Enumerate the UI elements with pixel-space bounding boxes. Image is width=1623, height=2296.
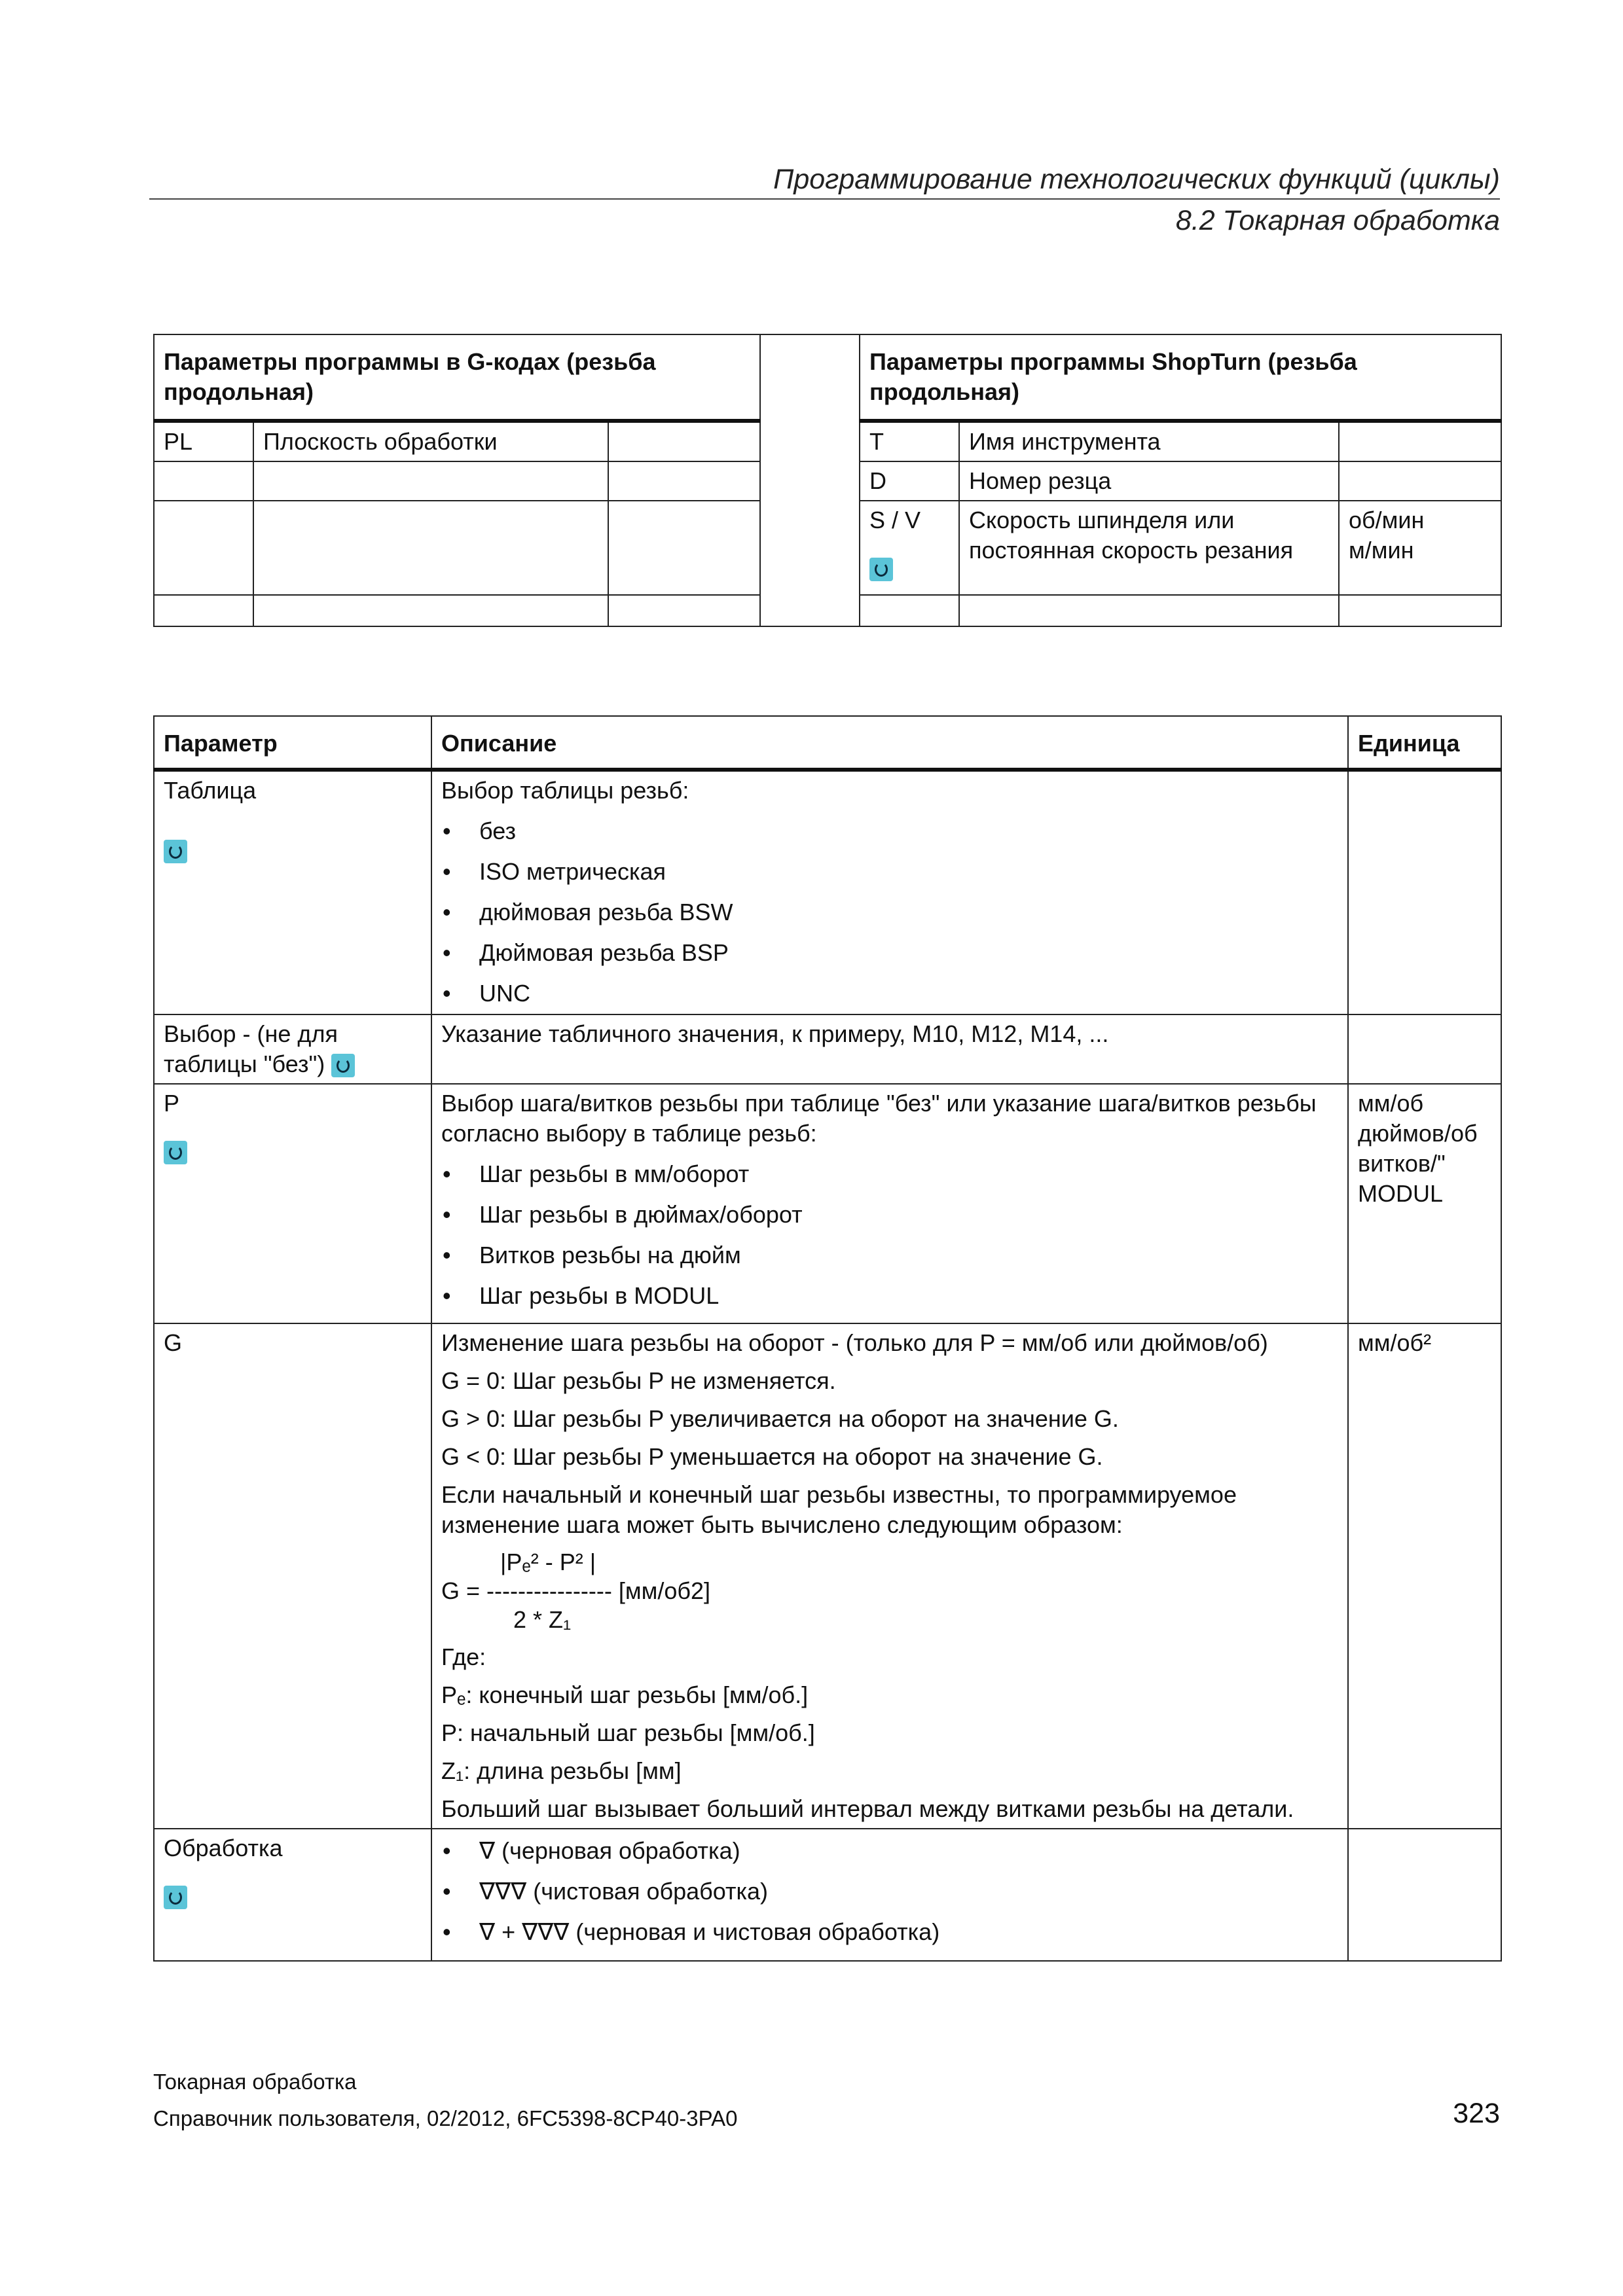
- param-name: Выбор - (не для таблицы "без"): [164, 1020, 338, 1077]
- option-list: [441, 1159, 1338, 1311]
- formula-numerator: |Pₑ² - P² |: [441, 1549, 596, 1575]
- toggle-cycle-icon: [164, 840, 187, 863]
- gcode-param-code: [154, 461, 253, 501]
- table-row: [154, 1323, 1501, 1829]
- list-item: • Шаг резьбы в мм/оборот: [441, 1159, 1338, 1189]
- table-row: [154, 1084, 1501, 1323]
- gcode-param-unit: [608, 595, 760, 626]
- gcode-param-code: [154, 595, 253, 626]
- desc-intro: Выбор таблицы резьб:: [441, 777, 689, 804]
- table-row: [154, 1829, 1501, 1961]
- toggle-cycle-icon: [331, 1054, 355, 1077]
- column-header-param: Параметр: [154, 716, 431, 770]
- gcode-param-code: [154, 501, 253, 595]
- footer-book-title: Токарная обработка: [153, 2070, 357, 2094]
- param-name: P: [164, 1090, 180, 1117]
- unit-cell: [1348, 1829, 1501, 1961]
- running-header-section: 8.2 Токарная обработка: [1175, 205, 1500, 236]
- desc-intro: Выбор шага/витков резьбы при таблице "без" или указание шага/витков резьбы согласно выбору в таблице резьб:: [441, 1090, 1317, 1147]
- list-item: • без: [441, 816, 1338, 846]
- shopturn-param-code: [860, 501, 959, 595]
- formula-denominator: 2 * Z₁: [441, 1606, 572, 1633]
- gcode-param-desc: [253, 595, 608, 626]
- shopturn-param-code: T: [860, 421, 959, 461]
- unit-cell: [1348, 770, 1501, 1014]
- list-item: • ISO метрическая: [441, 857, 1338, 887]
- desc-line: G < 0: Шаг резьбы P уменьшается на оборот на значение G.: [441, 1443, 1103, 1470]
- list-item: • ∇∇∇ (чистовая обработка): [441, 1876, 1338, 1907]
- formula-main: G = ---------------- [мм/об2]: [441, 1577, 711, 1604]
- param-name: Обработка: [164, 1835, 283, 1861]
- param-cell: [154, 1014, 431, 1084]
- desc-line: G > 0: Шаг резьбы P увеличивается на оборот на значение G.: [441, 1405, 1119, 1432]
- gcode-param-unit: [608, 421, 760, 461]
- unit-rpm: об/мин: [1349, 507, 1425, 533]
- list-item: • Витков резьбы на дюйм: [441, 1240, 1338, 1270]
- shopturn-param-unit: [1339, 595, 1501, 626]
- shopturn-param-unit: [1339, 461, 1501, 501]
- footer-edition: Справочник пользователя, 02/2012, 6FC5398-8CP40-3PA0: [153, 2106, 738, 2130]
- shopturn-params-header: Параметры программы ShopTurn (резьба продольная): [860, 334, 1501, 421]
- desc-line: Pₑ: конечный шаг резьбы [мм/об.]: [441, 1681, 809, 1708]
- list-item: • ∇ + ∇∇∇ (черновая и чистовая обработка): [441, 1917, 1338, 1947]
- shopturn-param-code-label: S / V: [869, 507, 921, 533]
- table-row: [154, 770, 1501, 1014]
- column-header-desc: Описание: [431, 716, 1348, 770]
- desc-line: Если начальный и конечный шаг резьбы известны, то программируемое изменение шага может быть вычислено следующим образом:: [441, 1481, 1237, 1538]
- shopturn-param-desc: Скорость шпинделя или постоянная скорость резания: [959, 501, 1339, 595]
- list-item: • дюймовая резьба BSW: [441, 897, 1338, 927]
- table-row: [154, 1014, 1501, 1084]
- shopturn-param-code: D: [860, 461, 959, 501]
- gcode-param-desc: [253, 501, 608, 595]
- desc-line: G = 0: Шаг резьбы P не изменяется.: [441, 1367, 836, 1394]
- desc-cell: [431, 1323, 1348, 1829]
- gcode-param-unit: [608, 461, 760, 501]
- desc-cell: [431, 770, 1348, 1014]
- parameter-description-table: [153, 715, 1502, 1962]
- gcode-param-code: PL: [154, 421, 253, 461]
- shopturn-param-unit: [1339, 501, 1501, 595]
- unit-m-per-min: м/мин: [1349, 537, 1414, 564]
- running-header-title: Программирование технологических функций (циклы): [773, 164, 1500, 195]
- param-cell: G: [154, 1323, 431, 1829]
- list-item: • ∇ (черновая обработка): [441, 1836, 1338, 1866]
- list-item: • Шаг резьбы в дюймах/оборот: [441, 1200, 1338, 1230]
- gcode-param-desc: Плоскость обработки: [253, 421, 608, 461]
- list-item: • Шаг резьбы в MODUL: [441, 1281, 1338, 1311]
- unit-cell: мм/об²: [1348, 1323, 1501, 1829]
- desc-line: Больший шаг вызывает больший интервал между витками резьбы на детали.: [441, 1795, 1294, 1822]
- desc-line: Изменение шага резьбы на оборот - (только для P = мм/об или дюймов/об): [441, 1329, 1268, 1356]
- param-cell: [154, 770, 431, 1014]
- header-rule: [149, 198, 1500, 200]
- shopturn-param-code: [860, 595, 959, 626]
- program-parameters-table: [153, 334, 1502, 627]
- param-cell: [154, 1829, 431, 1961]
- desc-cell: [431, 1084, 1348, 1323]
- toggle-cycle-icon: [164, 1141, 187, 1164]
- gcode-param-desc: [253, 461, 608, 501]
- toggle-cycle-icon: [164, 1886, 187, 1909]
- list-item: • UNC: [441, 978, 1338, 1009]
- shopturn-param-desc: Номер резца: [959, 461, 1339, 501]
- param-cell: [154, 1084, 431, 1323]
- desc-line: Z₁: длина резьбы [мм]: [441, 1757, 682, 1784]
- column-header-unit: Единица: [1348, 716, 1501, 770]
- desc-cell: [431, 1829, 1348, 1961]
- option-list: [441, 816, 1338, 1009]
- shopturn-param-desc: [959, 595, 1339, 626]
- param-name: Таблица: [164, 777, 257, 804]
- unit-cell: мм/об дюймов/об витков/" MODUL: [1348, 1084, 1501, 1323]
- unit-cell: [1348, 1014, 1501, 1084]
- desc-line: Где:: [441, 1643, 486, 1670]
- gcode-param-unit: [608, 501, 760, 595]
- shopturn-param-unit: [1339, 421, 1501, 461]
- spacer-column: [760, 334, 860, 626]
- desc-line: P: начальный шаг резьбы [мм/об.]: [441, 1719, 815, 1746]
- shopturn-param-desc: Имя инструмента: [959, 421, 1339, 461]
- desc-cell: Указание табличного значения, к примеру, M10, M12, M14, ...: [431, 1014, 1348, 1084]
- option-list: [441, 1836, 1338, 1947]
- gcode-params-header: Параметры программы в G-кодах (резьба продольная): [154, 334, 760, 421]
- pitch-change-formula: [441, 1548, 1338, 1634]
- toggle-cycle-icon: [869, 558, 893, 581]
- page-number: 323: [1453, 2098, 1500, 2129]
- list-item: • Дюймовая резьба BSP: [441, 938, 1338, 968]
